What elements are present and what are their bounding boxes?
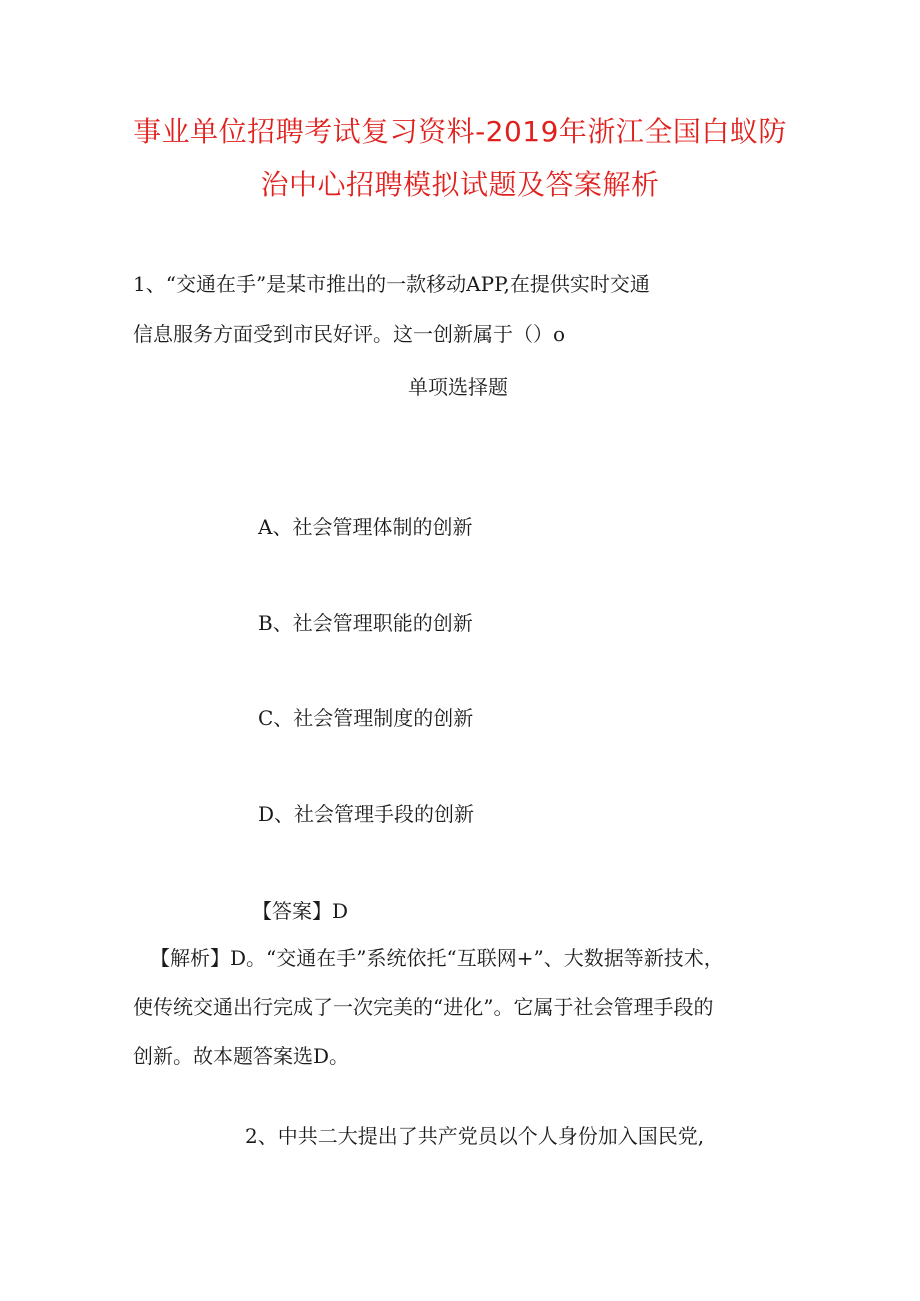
question-1-answer: 【答案】D — [252, 899, 349, 923]
question-1-option-c: C、社会管理制度的创新 — [258, 706, 474, 730]
question-1-explanation-line-1: 【解析】D。“交通在手”系统依托“互联网+”、大数据等新技术， — [150, 946, 724, 970]
question-1-stem-line-1: 1、“交通在手”是某市推出的一款移动APP,在提供实时交通 — [133, 272, 650, 296]
question-1-stem-line-2: 信息服务方面受到市民好评。这一创新属于（）o — [133, 322, 566, 346]
question-1-explanation-line-3: 创新。故本题答案选D。 — [133, 1044, 350, 1068]
question-1-option-d: D、社会管理手段的创新 — [258, 802, 475, 826]
document-title-line-2: 治中心招聘模拟试题及答案解析 — [260, 168, 660, 201]
question-1-option-a: A、社会管理体制的创新 — [258, 515, 473, 539]
question-1-option-b: B、社会管理职能的创新 — [258, 611, 473, 635]
document-title-line-1: 事业单位招聘考试复习资料-2019年浙江全国白蚁防 — [133, 115, 787, 148]
question-2-stem-line-1: 2、中共二大提出了共产党员以个人身份加入国民党, — [245, 1124, 705, 1148]
question-1-type: 单项选择题 — [408, 375, 508, 399]
question-1-explanation-line-2: 使传统交通出行完成了一次完美的“进化”。它属于社会管理手段的 — [133, 995, 714, 1019]
